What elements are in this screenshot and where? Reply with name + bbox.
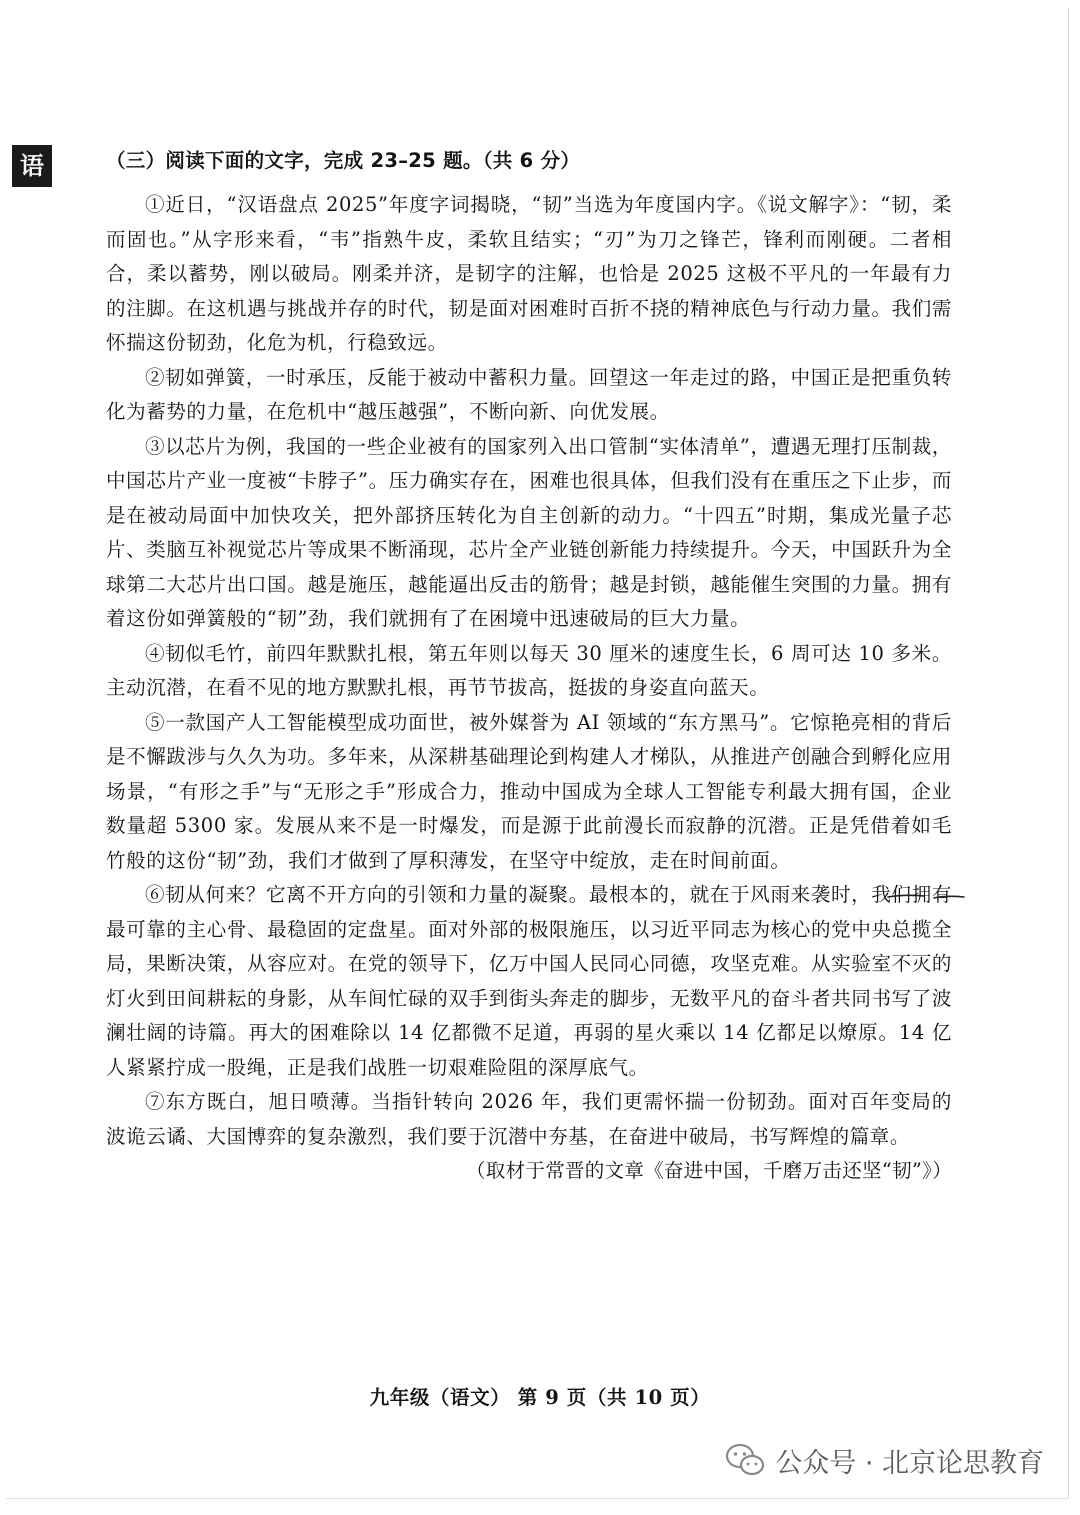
- paragraph-4: ④韧似毛竹，前四年默默扎根，第五年则以每天 30 厘米的速度生长，6 周可达 10 多米。主动沉潜，在看不见的地方默默扎根，再节节拔高，挺拔的身姿直向蓝天。: [106, 641, 952, 699]
- subject-tab: 语: [12, 145, 52, 187]
- page-footer: 九年级（语文） 第 9 页（共 10 页）: [369, 1386, 711, 1409]
- paragraph-7: ⑦东方既白，旭日喷薄。当指针转向 2026 年，我们更需怀揣一份韧劲。面对百年变局的波诡云谲、大国博弈的复杂激烈，我们要于沉潜中夯基，在奋进中破局，书写辉煌的篇章。: [106, 1090, 952, 1148]
- handwritten-underline: [886, 890, 966, 904]
- article-source: （取材于常晋的文章《奋进中国，千磨万击还坚“韧”》）: [466, 1159, 952, 1182]
- watermark-text: 公众号 · 北京论思教育: [775, 1447, 1044, 1479]
- paragraph-2: ②韧如弹簧，一时承压，反能于被动中蓄积力量。回望这一年走过的路，中国正是把重负转化为蓄势的力量，在危机中“越压越强”，不断向新、向优发展。: [106, 365, 952, 423]
- wechat-icon: [725, 1443, 765, 1477]
- paragraph-1: ①近日，“汉语盘点 2025”年度字词揭晓，“韧”当选为年度国内字。《说文解字》：“韧，柔而固也。”从字形来看，“韦”指熟牛皮，柔软且结实；“刃”为刀之锋芒，锋利而刚硬。二者相合，柔以蓄势，刚以破局。刚柔并济，是韧字的注解，也恰是 2025 这极不平凡的一年最有力的注脚。在这机遇与挑战并存的时代，韧是面对困难时百折不挠的精神底色与行动力量。我们需怀揣这份韧劲，化危为机，行稳致远。: [106, 193, 952, 354]
- section-heading: （三）阅读下面的文字，完成 23–25 题。（共 6 分）: [106, 149, 581, 172]
- watermark: [725, 1438, 1044, 1482]
- reading-article: [106, 188, 952, 1189]
- paragraph-6: ⑥韧从何来？它离不开方向的引领和力量的凝聚。最根本的，就在于风雨来袭时，我们拥有最可靠的主心骨、最稳固的定盘星。面对外部的极限施压，以习近平同志为核心的党中央总揽全局，果断决策，从容应对。在党的领导下，亿万中国人民同心同德，攻坚克难。从实验室不灭的灯火到田间耕耘的身影，从车间忙碌的双手到街头奔走的脚步，无数平凡的奋斗者共同书写了波澜壮阔的诗篇。再大的困难除以 14 亿都微不足道，再弱的星火乘以 14 亿都足以燎原。14 亿人紧紧拧成一股绳，正是我们战胜一切艰难险阻的深厚底气。: [106, 883, 952, 1079]
- paragraph-3: ③以芯片为例，我国的一些企业被有的国家列入出口管制“实体清单”，遭遇无理打压制裁，中国芯片产业一度被“卡脖子”。压力确实存在，困难也很具体，但我们没有在重压之下止步，而是在被动局面中加快攻关，把外部挤压转化为自主创新的动力。“十四五”时期，集成光量子芯片、类脑互补视觉芯片等成果不断涌现，芯片全产业链创新能力持续提升。今天，中国跃升为全球第二大芯片出口国。越是施压，越能逼出反击的筋骨；越是封锁，越能催生突围的力量。拥有着这份如弹簧般的“韧”劲，我们就拥有了在困境中迅速破局的巨大力量。: [106, 434, 952, 630]
- paragraph-5: ⑤一款国产人工智能模型成功面世，被外媒誉为 AI 领域的“东方黑马”。它惊艳亮相的背后是不懈跋涉与久久为功。多年来，从深耕基础理论到构建人才梯队，从推进产创融合到孵化应用场景，“有形之手”与“无形之手”形成合力，推动中国成为全球人工智能专利最大拥有国，企业数量超 5300 家。发展从来不是一时爆发，而是源于此前漫长而寂静的沉潜。正是凭借着如毛竹般的这份“韧”劲，我们才做到了厚积薄发，在坚守中绽放，走在时间前面。: [106, 710, 952, 872]
